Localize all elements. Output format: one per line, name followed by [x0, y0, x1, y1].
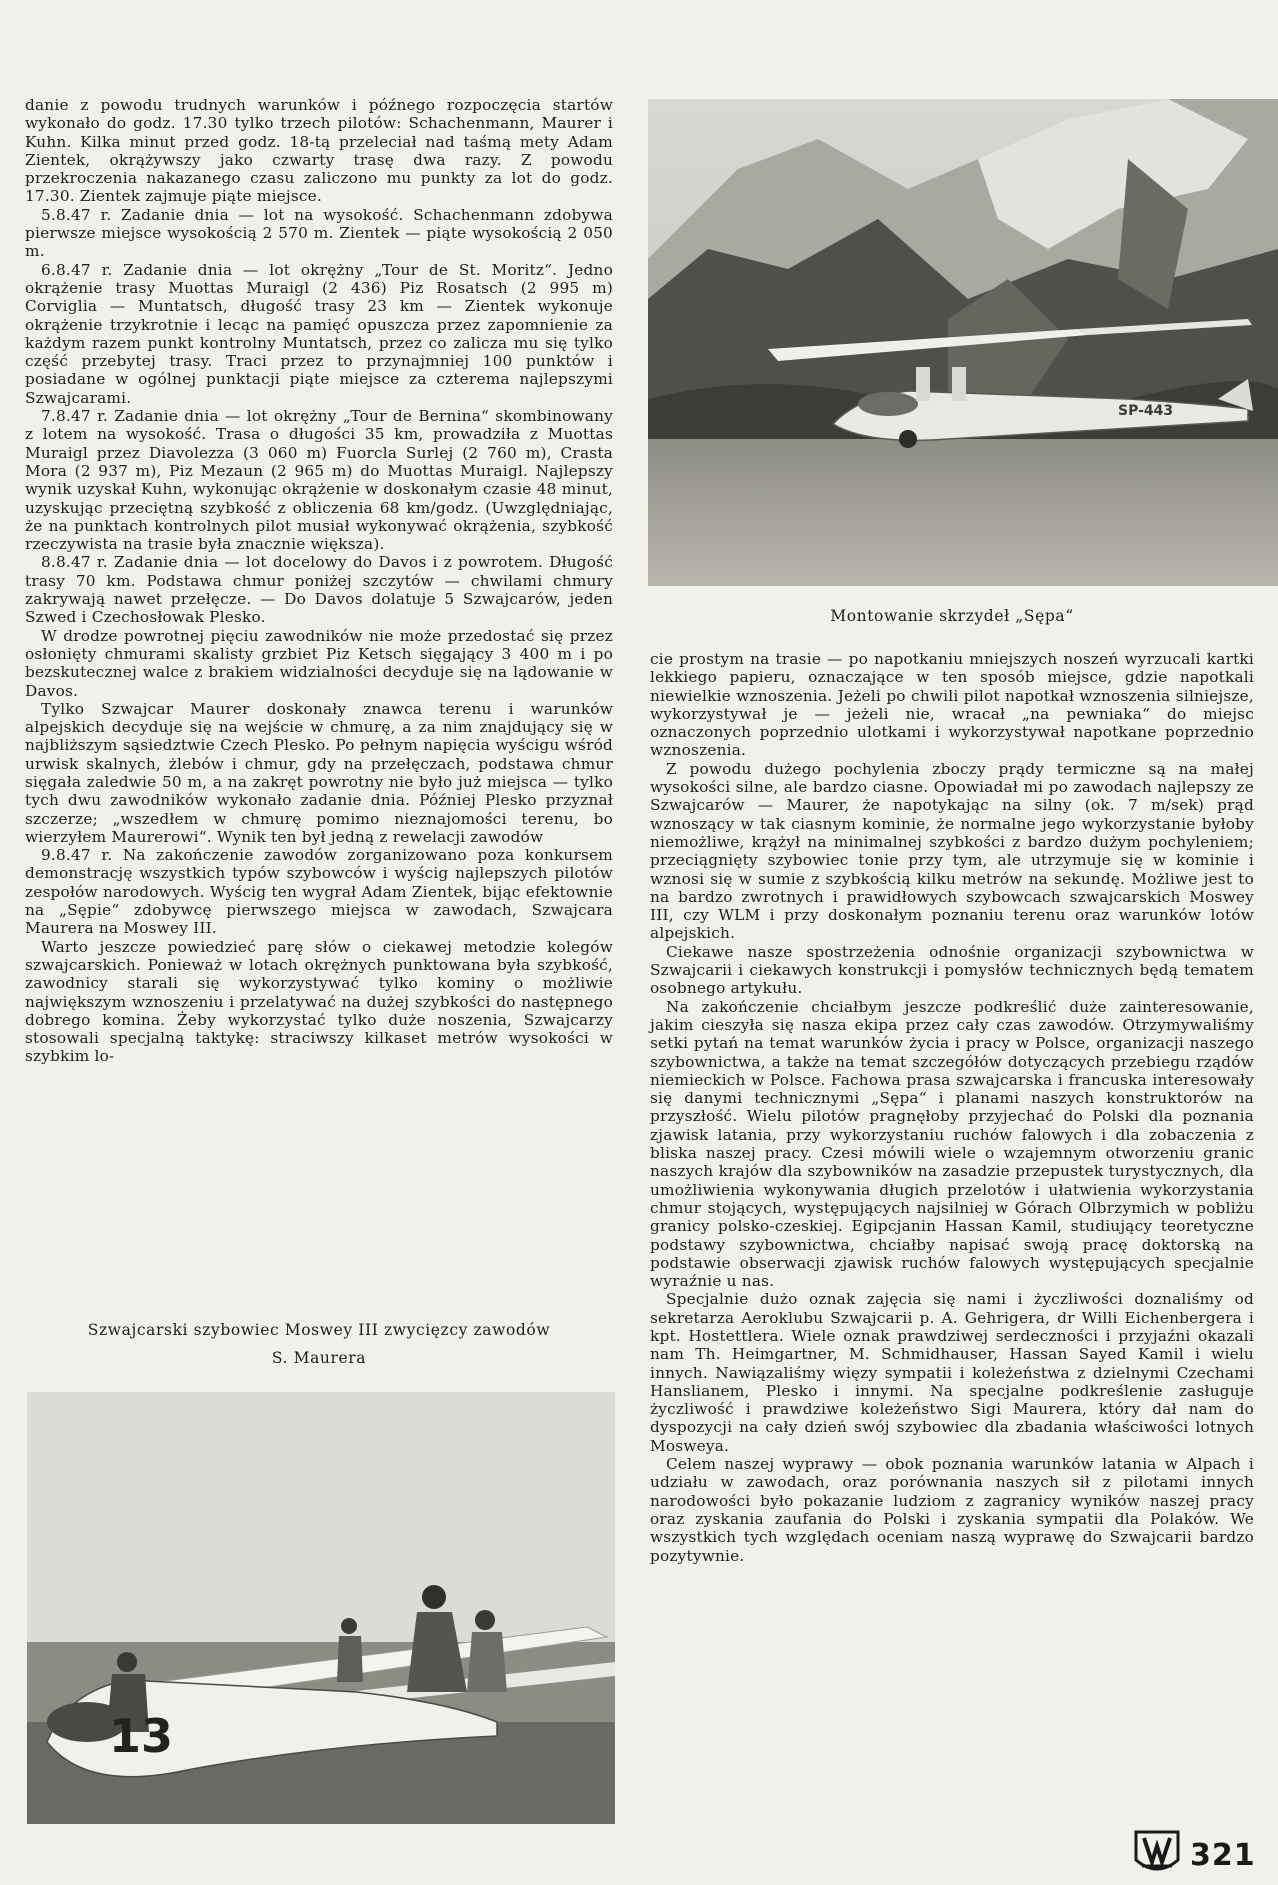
paragraph: 9.8.47 r. Na zakończenie zawodów zorganizowano poza konkursem demonstrację wszystkich typów szybowców i wyścig najlepszych pilotów zespołów narodowych. Wyścig ten wygrał Adam Zientek, bijąc efektownie na „Sępie“ zdobywcę pierwszego miejsca w zawodach, Szwajcara Maurera na Moswey III. — [25, 846, 613, 938]
paragraph: cie prostym na trasie — po napotkaniu mniejszych noszeń wyrzucali kartki lekkiego papieru, oznaczające w ten sposób miejsce, gdzie napotkali niewielkie wznoszenia. Jeżeli po chwili pilot napotkał wznoszenia silniejsze, wykorzystywał je — jeżeli nie, wracał „na pewniaka“ do miejsc oznaczonych poprzednio ulotkami i wykorzystywał napotkane poprzednio wznoszenia. — [650, 650, 1254, 760]
glider-registration: SP-443 — [1118, 403, 1174, 419]
glider-photo-drawing — [27, 1392, 615, 1824]
glider-number: 13 — [109, 1709, 174, 1763]
magazine-logo-icon — [1132, 1828, 1182, 1878]
paragraph: Celem naszej wyprawy — obok poznania warunków latania w Alpach i udziału w zawodach, oraz porównania naszych sił z pilotami innych narodowości było pokazanie ludziom z zagranicy wyników naszej pracy oraz zyskania zaufania do Polski i zyskania sympatii dla Polaków. We wszystkich tych względach oceniam naszą wyprawę do Szwajcarii bardzo pozytywnie. — [650, 1455, 1254, 1565]
paragraph: danie z powodu trudnych warunków i późnego rozpoczęcia startów wykonało do godz. 17.30 tylko trzech pilotów: Schachenmann, Maurer i Kuhn. Kilka minut przed godz. 18-tą przeleciał nad taśmą mety Adam Zientek, okrążywszy jako czwarty trasę dwa razy. Z powodu przekroczenia nakazanego czasu zaliczono mu punkty za lot do godz. 17.30. Zientek zajmuje piąte miejsce. — [25, 96, 613, 206]
paragraph: Z powodu dużego pochylenia zboczy prądy termiczne są na małej wysokości silne, ale bardzo ciasne. Opowiadał mi po zawodach najlepszy ze Szwajcarów — Maurer, że napotykając na silny (ok. 7 m/sek) prąd wznoszący w tak ciasnym kominie, że normalne jego wykorzystanie byłoby niemożliwe, krążył na minimalnej szybkości z bardzo dużym pochyleniem; przeciągnięty szybowiec tonie przy tym, ale utrzymuje się w kominie i wznosi się w sumie z szybkością kilku metrów na sekundę. Możliwe jest to na bardzo zwrotnych i prawidłowych szybowcach szwajcarskich Moswey III, czy WLM i przy doskonałym poznaniu terenu oraz warunków lotów alpejskich. — [650, 759, 1254, 943]
paragraph: Specjalnie dużo oznak zajęcia się nami i życzliwości doznaliśmy od sekretarza Aeroklubu Szwajcarii p. A. Gehrigera, dr Willi Eichenbergera i kpt. Hostettlera. Wiele oznak prawdziwej serdeczności i przyjaźni okazali nam Th. Heimgartner, M. Schmidhauser, Hassan Sayed Kamil i wielu innych. Nawiązaliśmy więzy sympatii i koleżeństwa z dzielnymi Czechami Hanslianem, Plesko i innymi. Na specjalne podkreślenie zasługuje życzliwość i prawdziwe koleżeństwo Sigi Maurera, który dał nam do dyspozycji na cały dzień swój szybowiec dla zbadania właściwości lotnych Mosweya. — [650, 1290, 1254, 1455]
paragraph: Ciekawe nasze spostrzeżenia odnośnie organizacji szybownictwa w Szwajcarii i ciekawych konstrukcji i pomysłów technicznych będą tematem osobnego artykułu. — [650, 942, 1254, 998]
mountain-photo-drawing — [648, 99, 1278, 586]
page-number: 321 — [1190, 1838, 1256, 1873]
paragraph: 8.8.47 r. Zadanie dnia — lot docelowy do Davos i z powrotem. Długość trasy 70 km. Podstawa chmur poniżej szczytów — chwilami chmury zakrywają nawet przełęcze. — Do Davos dolatuje 5 Szwajcarów, jeden Szwed i Czechosłowak Plesko. — [25, 553, 613, 627]
photo-caption-glider — [25, 1316, 613, 1372]
paragraph: Na zakończenie chciałbym jeszcze podkreślić duże zainteresowanie, jakim cieszyła się nasza ekipa przez cały czas zawodów. Otrzymywaliśmy setki pytań na temat warunków życia i pracy w Polsce, organizacji naszego szybownictwa, a także na temat szczegółów dotyczących przebiegu rządów niemieckich w Polsce. Fachowa prasa szwajcarska i francuska interesowały się danymi technicznymi „Sępa“ i planami naszych konstruktorów na przyszłość. Wielu pilotów pragnęłoby przyjechać do Polski dla poznania zjawisk latania, przy wykorzystaniu ruchów falowych i dla zobaczenia z bliska naszej pracy. Czesi mówili wiele o wzajemnym otworzeniu granic naszych krajów dla szybowników na zasadzie przepustek turystycznych, dla umożliwienia wykonywania długich przelotów i ułatwienia wykorzystania chmur stojących, występujących najsilniej w Górach Olbrzymich w pobliżu granicy polsko-czeskiej. Egipcjanin Hassan Kamil, studiujący teoretyczne podstawy szybownictwa, chciałby napisać swoją pracę doktorską na podstawie obserwacji zjawisk ruchów falowych występujących specjalnie wyraźnie u nas. — [650, 997, 1254, 1291]
photo-caption-wings: Montowanie skrzydeł „Sępa“ — [830, 607, 1074, 625]
mountain-glider-photo — [648, 99, 1278, 586]
paragraph: W drodze powrotnej pięciu zawodników nie może przedostać się przez osłonięty chmurami skalisty grzbiet Piz Ketsch sięgający 3 400 m i po bezskutecznej walce z brakiem widzialności decyduje się na lądowanie w Davos. — [25, 626, 613, 700]
left-text-column — [25, 96, 613, 1066]
caption-line: Szwajcarski szybowiec Moswey III zwycięzcy zawodów — [87, 1321, 551, 1339]
paragraph: Warto jeszcze powiedzieć parę słów o ciekawej metodzie kolegów szwajcarskich. Ponieważ w lotach okrężnych punktowana była szybkość, zawodnicy starali się wykorzystywać tylko kominy o możliwie największym wznoszeniu i przelatywać na dużej szybkości do następnego dobrego komina. Żeby wykorzystać tylko duże noszenia, Szwajcarzy stosowali specjalną taktykę: straciwszy kilkaset metrów wysokości w szybkim lo- — [25, 937, 613, 1066]
paragraph: Tylko Szwajcar Maurer doskonały znawca terenu i warunków alpejskich decyduje się na wejście w chmurę, a za nim znajdujący się w najbliższym sąsiedztwie Czech Plesko. Po pełnym napięcia wyścigu wśród urwisk skalnych, żlebów i chmur, gdy na przełęczach, podstawa chmur sięgała zaledwie 50 m, a na zakręt powrotny nie było już miejsca — tylko tych dwu zawodników wykonało zadanie dnia. Później Plesko przyznał szczerze; „wszedłem w chmurę pomimo nieznajomości terenu, bo wierzyłem Maurerowi“. Wynik ten był jedną z rewelacji zawodów — [25, 699, 613, 846]
paragraph: 7.8.47 r. Zadanie dnia — lot okrężny „Tour de Bernina“ skombinowany z lotem na wysokość. Trasa o długości 35 km, prowadziła z Muottas Muraigl przez Diavolezza (3 060 m) Fuorcla Surlej (2 760 m), Crasta Mora (2 937 m), Piz Mezaun (2 965 m) do Muottas Muraigl. Najlepszy wynik uzyskał Kuhn, wykonując okrążenie w doskonałym czasie 48 minut, uzyskując przeciętną szybkość z obliczenia 68 km/godz. (Uwzględniając, że na punktach kontrolnych pilot musiał wykonywać okrążenia, szybkość rzeczywista na trasie była znacznie większa). — [25, 407, 613, 554]
paragraph: 5.8.47 r. Zadanie dnia — lot na wysokość. Schachenmann zdobywa pierwsze miejsce wysokością 2 570 m. Zientek — piąte wysokością 2 050 m. — [25, 205, 613, 261]
right-text-column — [650, 650, 1254, 1565]
moswey-glider-photo — [27, 1392, 615, 1824]
caption-line: S. Maurera — [271, 1349, 367, 1367]
paragraph: 6.8.47 r. Zadanie dnia — lot okrężny „Tour de St. Moritz“. Jedno okrążenie trasy Muottas Muraigl (2 436) Piz Rosatsch (2 995 m) Corviglia — Muntatsch, długość trasy 23 km — Zientek wykonuje okrążenie trzykrotnie i lecąc na pamięć opuszcza przez zapomnienie za każdym razem punkt kontrolny Muntatsch, przez co zalicza mu się tylko część przebytej trasy. Traci przez to przynajmniej 100 punktów i posiadane w ogólnej punktacji piąte miejsce za czterema najlepszymi Szwajcarami. — [25, 260, 613, 407]
